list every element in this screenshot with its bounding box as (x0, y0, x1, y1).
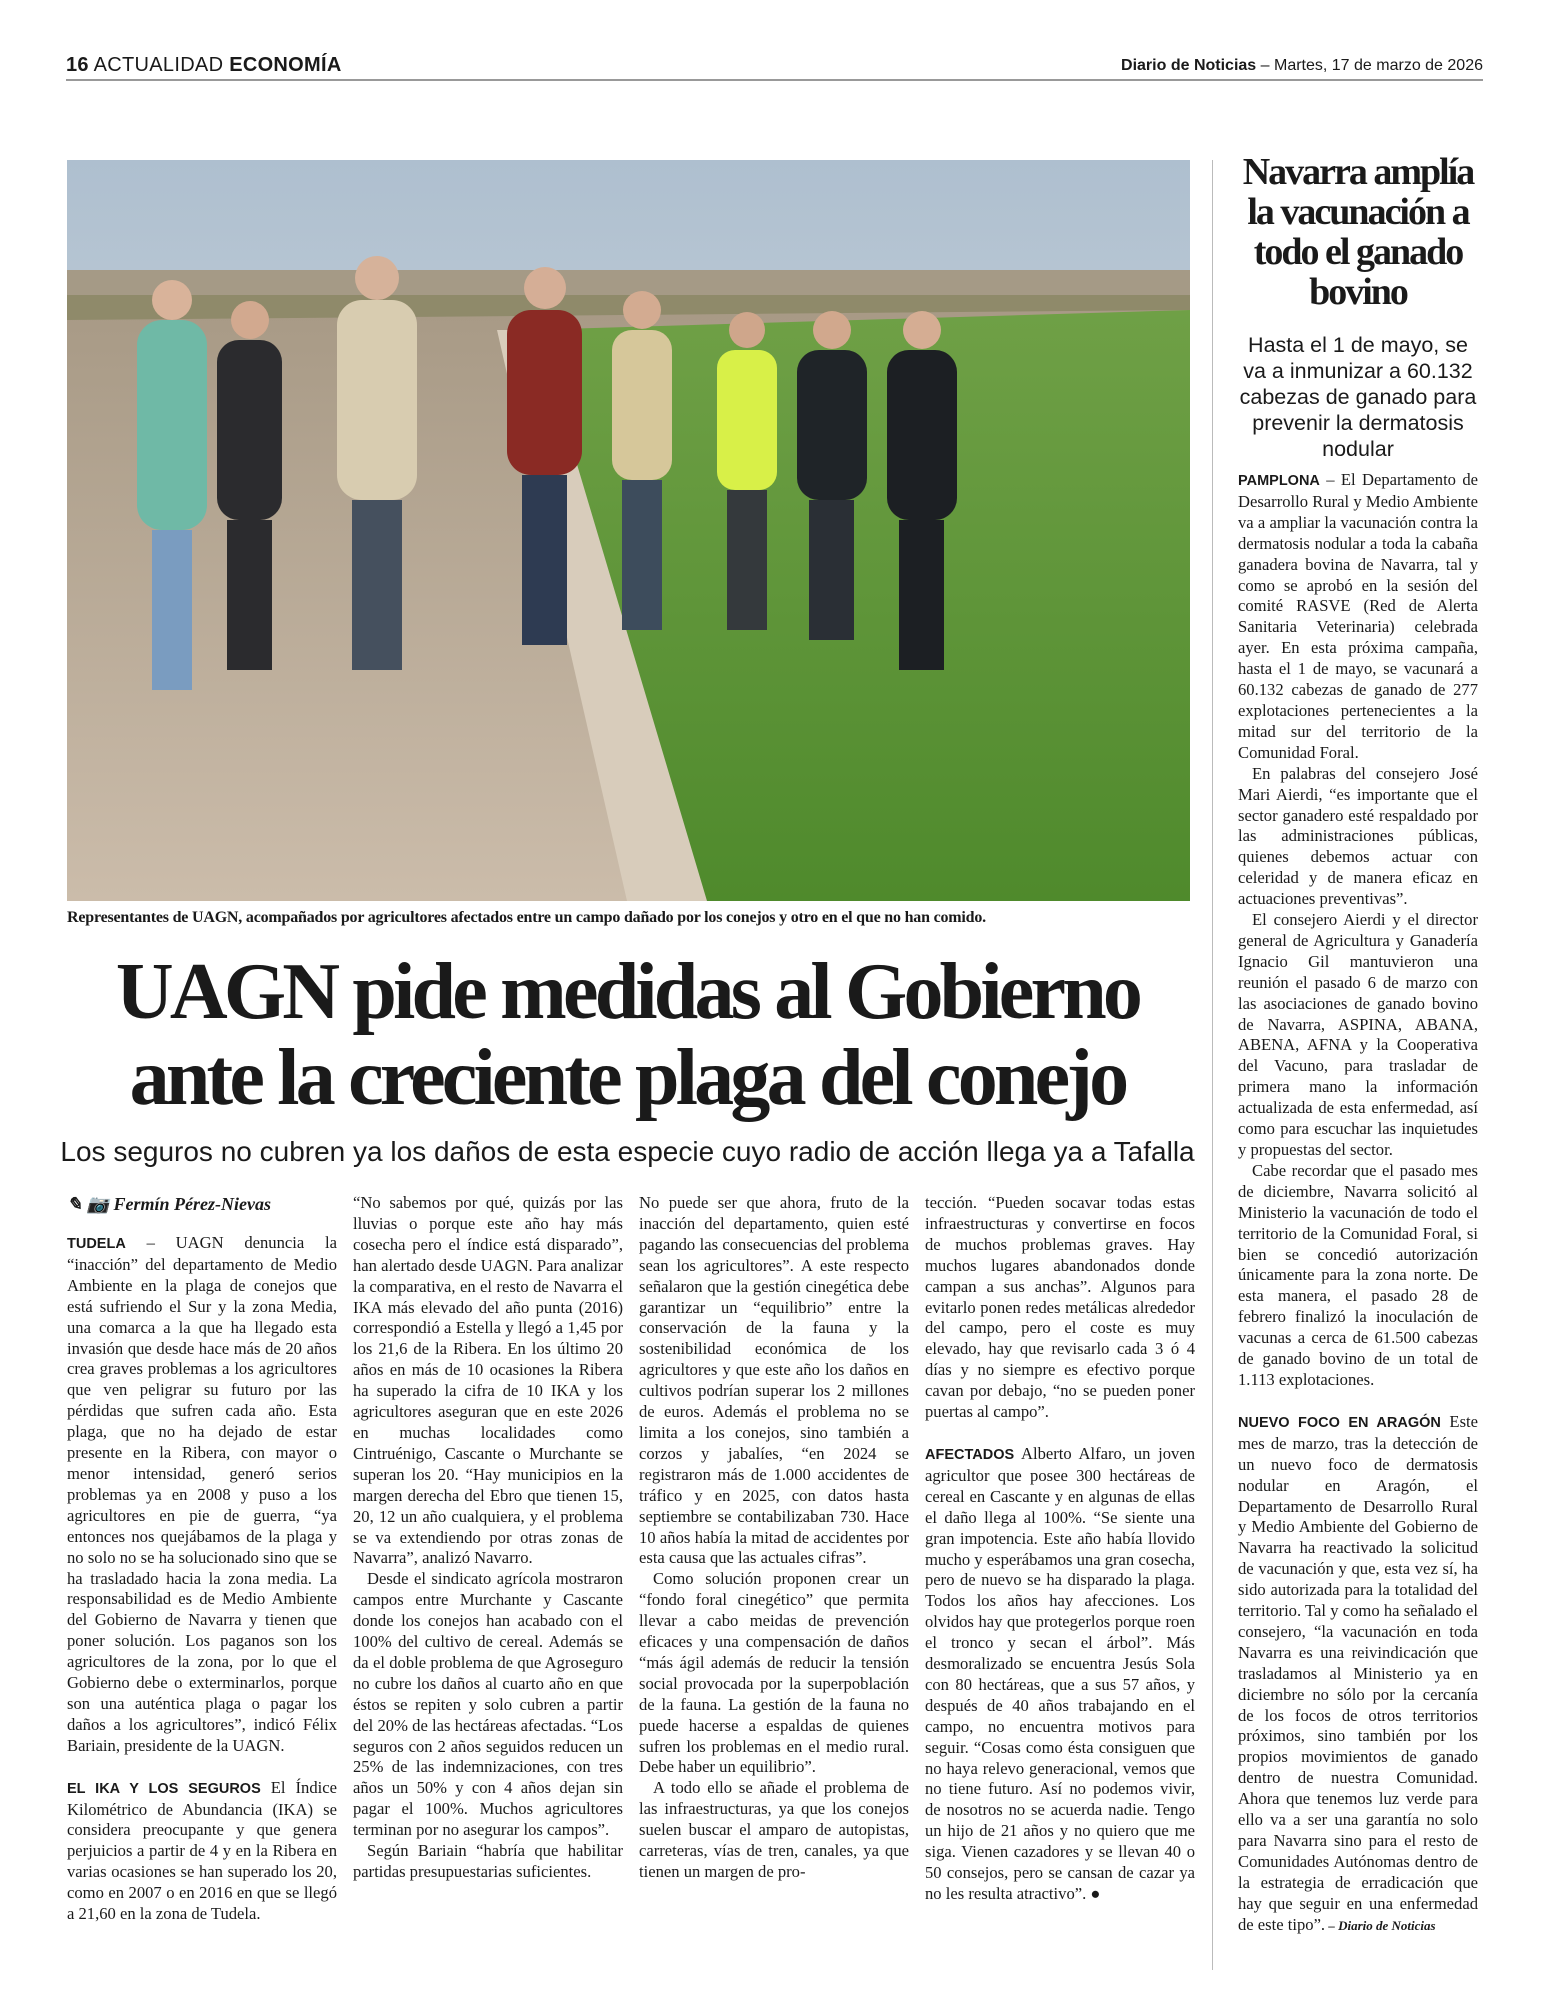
page-section-header (66, 54, 342, 77)
section-lead: AFECTADOS (925, 1446, 1015, 1463)
farmers-in-field-image (67, 160, 1190, 901)
paragraph: EL IKA Y LOS SEGUROS El Índice Kilométrico de Abundancia (IKA) se considera preocupante y que genera perjuicios a partir de 4 y en la Ribera en varias ocasiones se han superado los 20, como en 2007 o en 2016 en que se llegó a 21,60 en la zona de Tudela. (67, 1777, 337, 1924)
subsection-name: ECONOMÍA (229, 54, 342, 76)
paragraph: Como solución proponen crear un “fondo foral cinegético” que permita llevar a cabo meidas de prevención eficaces y una compensación de daños “más ágil además de reducir la tensión social provocada por la superpoblación de la fauna. La gestión de la fauna no puede hacerse a espaldas de quienes sufren los problemas en el medio rural. Debe haber un equilibrio”. (639, 1569, 909, 1777)
article-column-1 (67, 1193, 337, 1925)
article-columns (67, 1193, 1195, 1925)
article-subheadline: Los seguros no cubren ya los daños de esta especie cuyo radio de acción llega ya a Tafalla (60, 1136, 1195, 1167)
paragraph: En palabras del consejero José Mari Aierdi, “es importante que el sector ganadero esté respaldado por las administraciones públicas, quienes debemos actuar con celeridad y de manera eficaz en actuaciones preventivas”. (1238, 763, 1478, 909)
article-column-2 (353, 1193, 623, 1925)
paragraph: El consejero Aierdi y el director general de Agricultura y Ganadería Ignacio Gil mantuvieron una reunión el pasado 6 de marzo con las asociaciones de ganado bovino de Navarra, ASPINA, ABANA, ABENA, AFNA y la Cooperativa del Vacuno, para trasladar de primera mano la información actualizada de esta enfermedad, así como para escuchar las inquietudes y propuestas del sector. (1238, 910, 1478, 1159)
main-article (60, 908, 1195, 1925)
issue-date: – Martes, 17 de marzo de 2026 (1260, 57, 1483, 74)
paragraph: TUDELA – UAGN denuncia la “inacción” del departamento de Medio Ambiente en la plaga de conejos que está sufriendo el Sur y la zona Media, una comarca a la que ha llegado esta invasión que desde hace más de 20 años crea graves problemas a los agricultores que ven peligrar su futuro por las pérdidas que sufren cada año. Esta plaga, que no ha dejado de estar presente en la Ribera, con mayor o menor intensidad, generó serios problemas ya en 2008 y puso a los agricultores en pie de guerra, “ya entonces nos quejábamos de la plaga y no solo no se ha solucionado sino que se ha trasladado hacia la zona media. La responsabilidad es de Medio Ambiente del Gobierno de Navarra y tienen que poner solución. Los paganos son los agricultores de la zona, por lo que el Gobierno debe o exterminarlos, porque son una auténtica plaga o pagar los daños a los agricultores”, indicó Félix Bariain, presidente de la UAGN. (67, 1233, 337, 1755)
sidebar (1238, 152, 1478, 1937)
article-headline: UAGN pide medidas al Gobierno ante la creciente plaga del conejo (115, 948, 1140, 1122)
section-lead: NUEVO FOCO EN ARAGÓN (1238, 1414, 1441, 1431)
sidebar-body (1238, 470, 1478, 1937)
paragraph: “No sabemos por qué, quizás por las lluvias o porque este año hay más cosecha pero el índice está disparado”, han alertado desde UAGN. Para analizar la comparativa, en el resto de Navarra el IKA más elevado del año punta (2016) correspondió a Estella y llegó a 1,45 por los 21,6 de la Ribera. En los último 20 años en más de 10 ocasiones la Ribera ha superado la cifra de 10 IKA y los agricultores aseguran que en este 2026 en muchas localidades como Cintruénigo, Cascante o Murchante se superan los 20. “Hay municipios en la margen derecha del Ebro que tienen 15, 20, 12 un año cualquiera, y el problema se va extendiendo por otras zonas de Navarra”, analizó Navarro. (353, 1193, 623, 1568)
paragraph: NUEVO FOCO EN ARAGÓN Este mes de marzo, tras la detección de un nuevo foco de dermatosis nodular en Aragón, el Departamento de Desarrollo Rural y Medio Ambiente del Gobierno de Navarra ha reactivado la solicitud de vacunación y que, esta vez sí, ha sido autorizada para la totalidad del territorio. Tal y como ha señalado el consejero, “la vacunación en toda Navarra es una reivindicación que trasladamos al Ministerio ya en diciembre no sólo por la cercanía de los focos de otros territorios próximos, sino también por los propios movimientos de ganado dentro de nuestra Comunidad. Ahora que tenemos luz verde para ello va a ser una garantía no solo para Navarra sino para el resto de Comunidades Autónomas dentro de la estrategia de erradicación que hay que seguir en una enfermedad de este tipo”. – Diario de Noticias (1238, 1411, 1478, 1934)
page-number: 16 (66, 54, 89, 76)
photo-caption: Representantes de UAGN, acompañados por agricultores afectados entre un campo dañado por los conejos y otro en el que no han comido. (67, 909, 986, 926)
article-column-4 (925, 1193, 1195, 1925)
publication-name: Diario de Noticias (1121, 57, 1257, 74)
paragraph: No puede ser que ahora, fruto de la inacción del departamento, quien esté pagando las consecuencias del problema sean los agricultores”. A este respecto señalaron que la gestión cinegética debe garantizar un “equilibrio” entre la conservación de la fauna y la sostenibilidad económica de los agricultores y que este año los daños en cultivos podrían superar los 2 millones de euros. Además el problema no se limita a los conejos, sino también a corzos y jabalíes, “en 2024 se registraron más de 1.000 accidentes de tráfico y en 2025, con datos hasta septiembre se contabilizaban 730. Hace 10 años había la mitad de accidentes por esta causa que las actuales cifras”. (639, 1193, 909, 1568)
paragraph: A todo ello se añade el problema de las infraestructuras, ya que los conejos suelen buscar el amparo de autopistas, carreteras, vías de tren, canales, ya que tienen un margen de pro- (639, 1778, 909, 1881)
sidebar-divider (1212, 160, 1213, 1970)
paragraph: tección. “Pueden socavar todas estas infraestructuras y convertirse en focos de muchos problemas graves. Hay muchos lugares abandonados donde campan a sus anchas”. Algunos para evitarlo ponen redes metálicas alrededor del campo, pero el coste es muy elevado, hay que revisarlo cada 3 ó 4 días y no siempre es efectivo porque cavan por debajo, “no se pueden poner puertas al campo”. (925, 1193, 1195, 1422)
article-column-3 (639, 1193, 909, 1925)
pen-icon: ✎ (67, 1194, 83, 1214)
paragraph: PAMPLONA – El Departamento de Desarrollo Rural y Medio Ambiente va a ampliar la vacunación contra la dermatosis nodular a toda la cabaña ganadera bovina de Navarra, tal y como se aprobó en la sesión del comité RASVE (Red de Alerta Sanitaria Veterinaria) celebrada ayer. En esta próxima campaña, hasta el 1 de mayo, se vacunará a 60.132 cabezas de ganado de 277 explotaciones pertenecientes a la mitad sur del territorio de la Comunidad Foral. (1238, 470, 1478, 762)
paragraph: Cabe recordar que el pasado mes de diciembre, Navarra solicitó al Ministerio la vacunación de todo el territorio de la Comunidad Foral, si bien se concedió autorización únicamente para la zona norte. De esta manera, el pasado 28 de febrero finalizó la inoculación de vacunas a cerca de 61.500 cabezas de ganado bovino de un total de 1.113 explotaciones. (1238, 1160, 1478, 1389)
paragraph: Desde el sindicato agrícola mostraron campos entre Murchante y Cascante donde los conejos han acabado con el 100% del cultivo de cereal. Además se da el doble problema de que Agroseguro no cubre los daños al cuarto año en que éstos se repiten y solo cubren a partir del 20% de las hectáreas afectadas. “Los seguros con 2 años seguidos reducen un 25% de las indemnizaciones, con tres años un 50% y con 4 años dejan sin pagar el 100%. Muchos agricultores terminan por no asegurar los campos”. (353, 1569, 623, 1840)
publication-dateline (1121, 57, 1483, 75)
article-photo (67, 160, 1190, 901)
camera-icon: 📷 (86, 1194, 110, 1214)
sidebar-headline: Navarra amplía la vacunación a todo el ganado bovino (1242, 151, 1474, 313)
header-divider (66, 79, 1483, 81)
section-name: ACTUALIDAD (93, 54, 224, 76)
dateline: PAMPLONA (1238, 473, 1320, 489)
signature: – Diario de Noticias (1325, 1917, 1436, 1933)
dateline: TUDELA (67, 1236, 126, 1252)
section-lead: EL IKA Y LOS SEGUROS (67, 1780, 261, 1797)
paragraph: AFECTADOS Alberto Alfaro, un joven agricultor que posee 300 hectáreas de cereal en Cascante y en algunas de ellas el daño llega al 100%. “Se siente una gran impotencia. Este año había llovido mucho y esperábamos una gran cosecha, pero de nuevo se ha disparado la plaga. Todos los años hay afecciones. Los olvidos hay que protegerlos porque roen el tronco y secan el árbol”. Más desmoralizado se encuentra Jesús Sola con 80 hectáreas, que a sus 57 años, y después de 40 años trabajando en el campo, no encuentra motivos para seguir. “Cosas como ésta consiguen que no haya relevo generacional, vemos que no tiene futuro. Así no podemos vivir, de nosotros no se acuerda nadie. Tengo un hijo de 21 años y no quiero que me siga. Vienen cazadores y se llevan 40 o 50 consejos, pero se cansan de cazar ya no les resulta atractivo”. ● (925, 1443, 1196, 1903)
sidebar-subheadline: Hasta el 1 de mayo, se va a inmunizar a 60.132 cabezas de ganado para prevenir la dermatosis nodular (1239, 333, 1477, 461)
byline (67, 1193, 337, 1215)
paragraph: Según Bariain “habría que habilitar partidas presupuestarias suficientes. (353, 1841, 623, 1881)
author-name: Fermín Pérez-Nievas (113, 1194, 271, 1214)
